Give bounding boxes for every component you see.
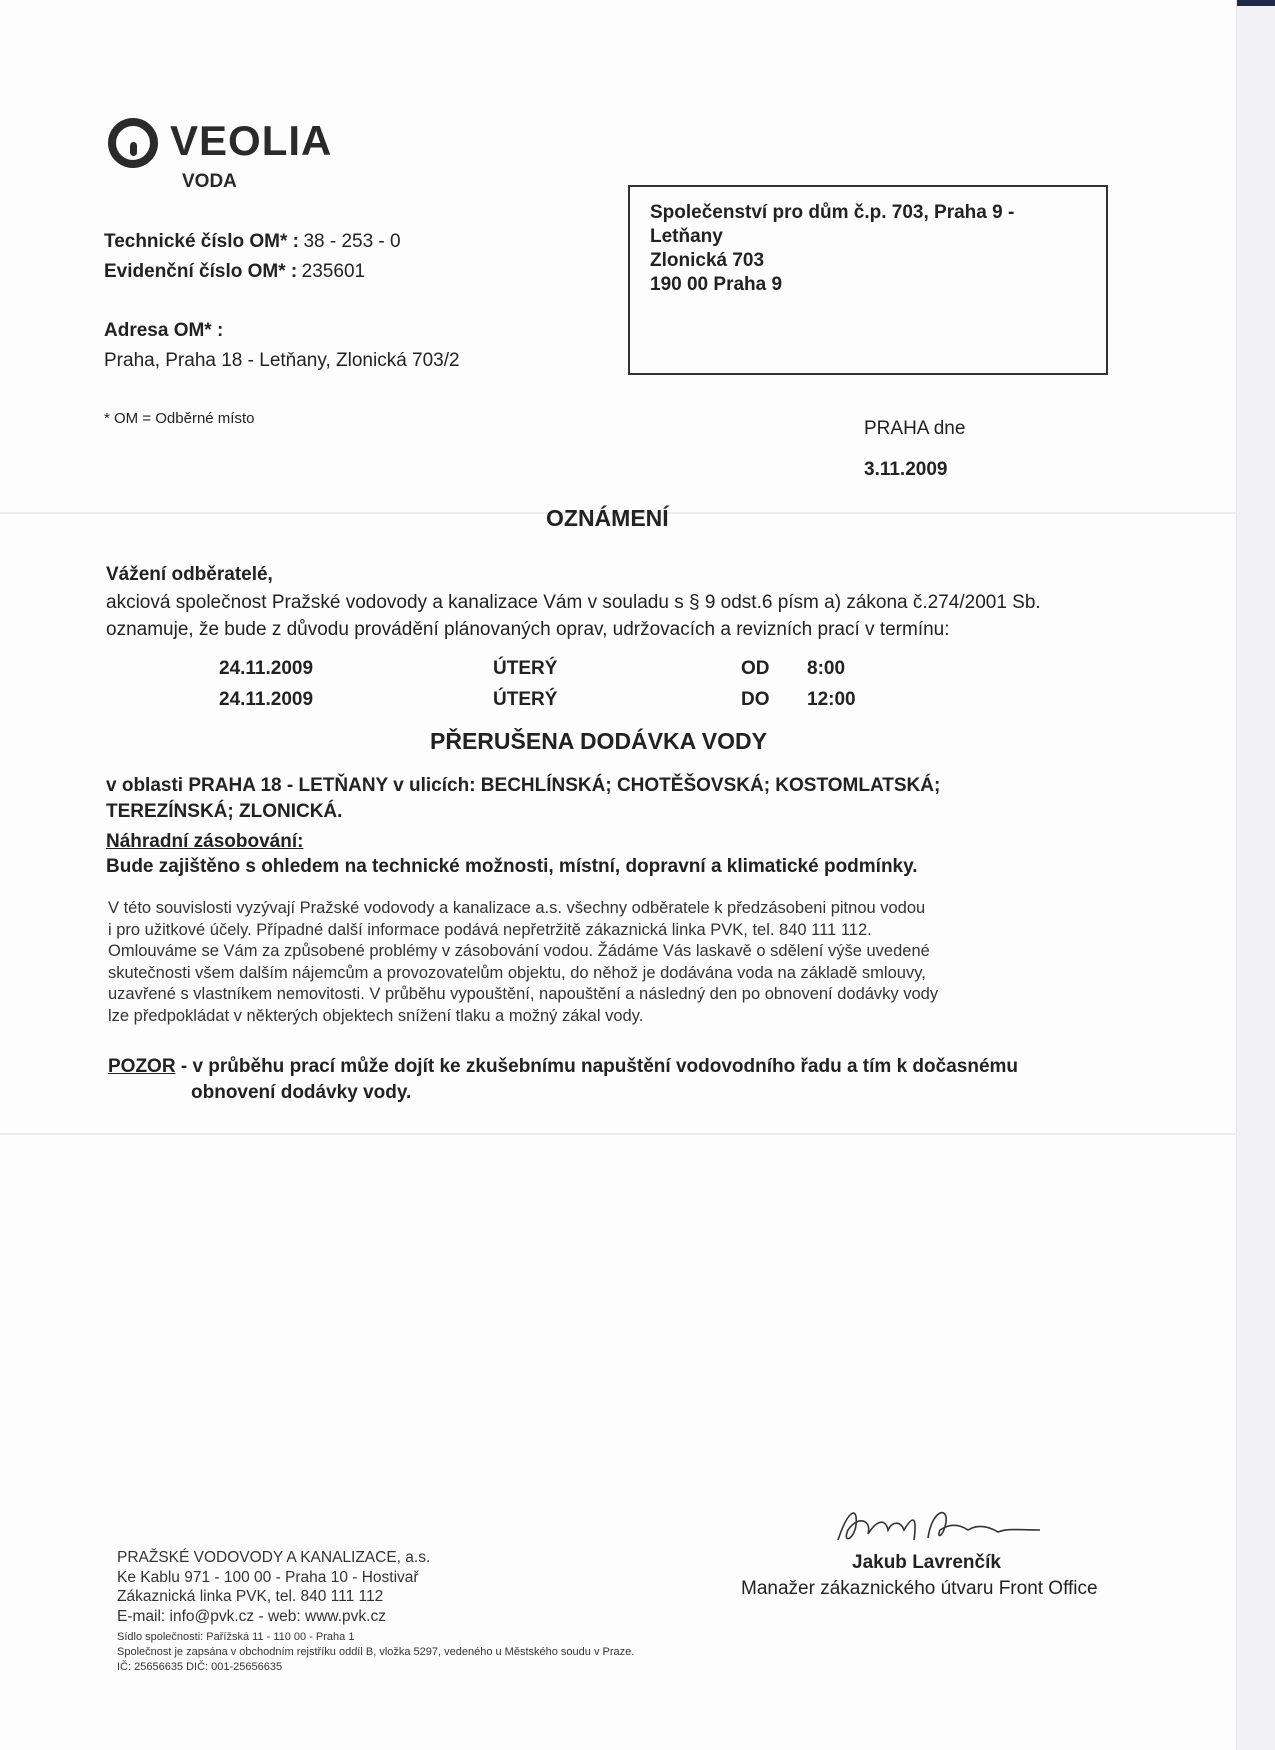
schedule-dir: DO [741, 689, 770, 710]
signatory-role: Manažer zákaznického útvaru Front Office [741, 1578, 1098, 1599]
info-paragraph [108, 898, 1108, 1027]
intro-line-2: oznamuje, že bude z důvodu provádění plánovaných oprav, udržovacích a revizních prací v termínu: [106, 619, 950, 640]
logo-brand: VEOLIA [170, 117, 333, 164]
page-edge-top [1237, 0, 1275, 6]
footer-contact: E-mail: info@pvk.cz - web: www.pvk.cz [117, 1607, 386, 1625]
footnote: * OM = Odběrné místo [104, 410, 255, 427]
fold-line-bottom [0, 1133, 1237, 1135]
area-line-2: TEREZÍNSKÁ; ZLONICKÁ. [106, 801, 343, 822]
headline: PŘERUŠENA DODÁVKA VODY [430, 728, 767, 754]
address-label: Adresa OM* : [104, 320, 224, 341]
footer-registry: Společnost je zapsána v obchodním rejstříku oddíl B, vložka 5297, vedeného u Městského soudu v Praze. [117, 1646, 635, 1658]
schedule-day: ÚTERÝ [493, 689, 558, 710]
tech-number [104, 231, 401, 253]
schedule-time: 12:00 [807, 689, 856, 710]
tech-number-label: Technické číslo OM* : [104, 231, 299, 252]
recipient-line: Zlonická 703 [650, 250, 765, 271]
schedule-date: 24.11.2009 [219, 689, 314, 710]
paragraph-line: lze předpokládat v některých objektech snížení tlaku a možný zákal vody. [108, 1006, 644, 1025]
schedule-day: ÚTERÝ [493, 658, 558, 679]
schedule-dir: OD [741, 658, 770, 679]
paragraph-line: uzavřené s vlastníkem nemovitosti. V průběhu vypouštění, napouštění a následný den po obnovení dodávky vody [108, 985, 939, 1003]
footer-phone: Zákaznická linka PVK, tel. 840 111 112 [117, 1588, 384, 1605]
logo-sub: VODA [182, 171, 237, 192]
warning-text: - v průběhu prací může dojít ke zkušebnímu napuštění vodovodního řadu a tím k dočasnému [175, 1056, 1019, 1077]
intro-line-1: akciová společnost Pražské vodovody a kanalizace Vám v souladu s § 9 odst.6 písm a) zákona č.274/2001 Sb. [106, 592, 1041, 613]
footer-company: PRAŽSKÉ VODOVODY A KANALIZACE, a.s. [117, 1549, 431, 1566]
footer-ids: IČ: 25656635 DIČ: 001-25656635 [117, 1661, 283, 1673]
paragraph-line: skutečnosti všem dalším nájemcům a provozovatelům objektu, do něhož je dodávána voda na základě smlouvy, [108, 963, 926, 982]
tech-number-value: 38 - 253 - 0 [303, 231, 401, 252]
evid-number-label: Evidenční číslo OM* : [104, 261, 298, 282]
substitute-text: Bude zajištěno s ohledem na technické možnosti, místní, dopravní a klimatické podmínky. [106, 856, 918, 877]
substitute-label: Náhradní zásobování: [106, 831, 304, 852]
evid-number [104, 261, 365, 283]
notice-title: OZNÁMENÍ [546, 505, 669, 531]
evid-number-value: 235601 [301, 261, 366, 282]
date-value: 3.11.2009 [864, 459, 948, 480]
recipient-line: 190 00 Praha 9 [650, 274, 783, 295]
handwritten-signature [828, 1500, 1048, 1550]
schedule-time: 8:00 [807, 658, 846, 679]
signatory-name: Jakub Lavrenčík [852, 1552, 1001, 1573]
address-value: Praha, Praha 18 - Letňany, Zlonická 703/2 [104, 350, 460, 371]
page-edge [1236, 0, 1275, 1750]
veolia-logo-icon [108, 118, 158, 168]
veolia-logo [108, 118, 368, 198]
paragraph-line: Omlouváme se Vám za způsobené problémy v zásobování vodou. Žádáme Vás laskavě o sdělení výše uvedené [108, 942, 930, 960]
warning-label: POZOR [108, 1056, 176, 1077]
schedule-row [0, 658, 1237, 686]
schedule-row [0, 689, 1237, 717]
area-line-1: v oblasti PRAHA 18 - LETŇANY v ulicích: BECHLÍNSKÁ; CHOTĚŠOVSKÁ; KOSTOMLATSKÁ; [106, 775, 941, 796]
warning-line-1 [108, 1056, 1018, 1078]
recipient-line: Letňany [650, 226, 723, 247]
recipient-line: Společenství pro dům č.p. 703, Praha 9 - [650, 202, 1015, 223]
footer-seat: Sídlo společnosti: Pařížská 11 - 110 00 - Praha 1 [117, 1631, 355, 1643]
warning-line-2: obnovení dodávky vody. [191, 1082, 412, 1103]
footer-address: Ke Kablu 971 - 100 00 - Praha 10 - Hostivař [117, 1568, 419, 1586]
paragraph-line: V této souvislosti vyzývají Pražské vodovody a kanalizace a.s. všechny odběratele k předzásobeni pitnou vodou [108, 899, 926, 917]
paragraph-line: i pro užitkové účely. Případné další informace podává nepřetržitě zákaznická linka PVK, tel. 840 111 112. [108, 920, 872, 939]
recipient-address-box [628, 185, 1108, 375]
schedule-date: 24.11.2009 [219, 658, 314, 679]
company-footer [117, 1548, 634, 1675]
greeting: Vážení odběratelé, [106, 564, 273, 585]
date-place: PRAHA dne [864, 418, 966, 439]
